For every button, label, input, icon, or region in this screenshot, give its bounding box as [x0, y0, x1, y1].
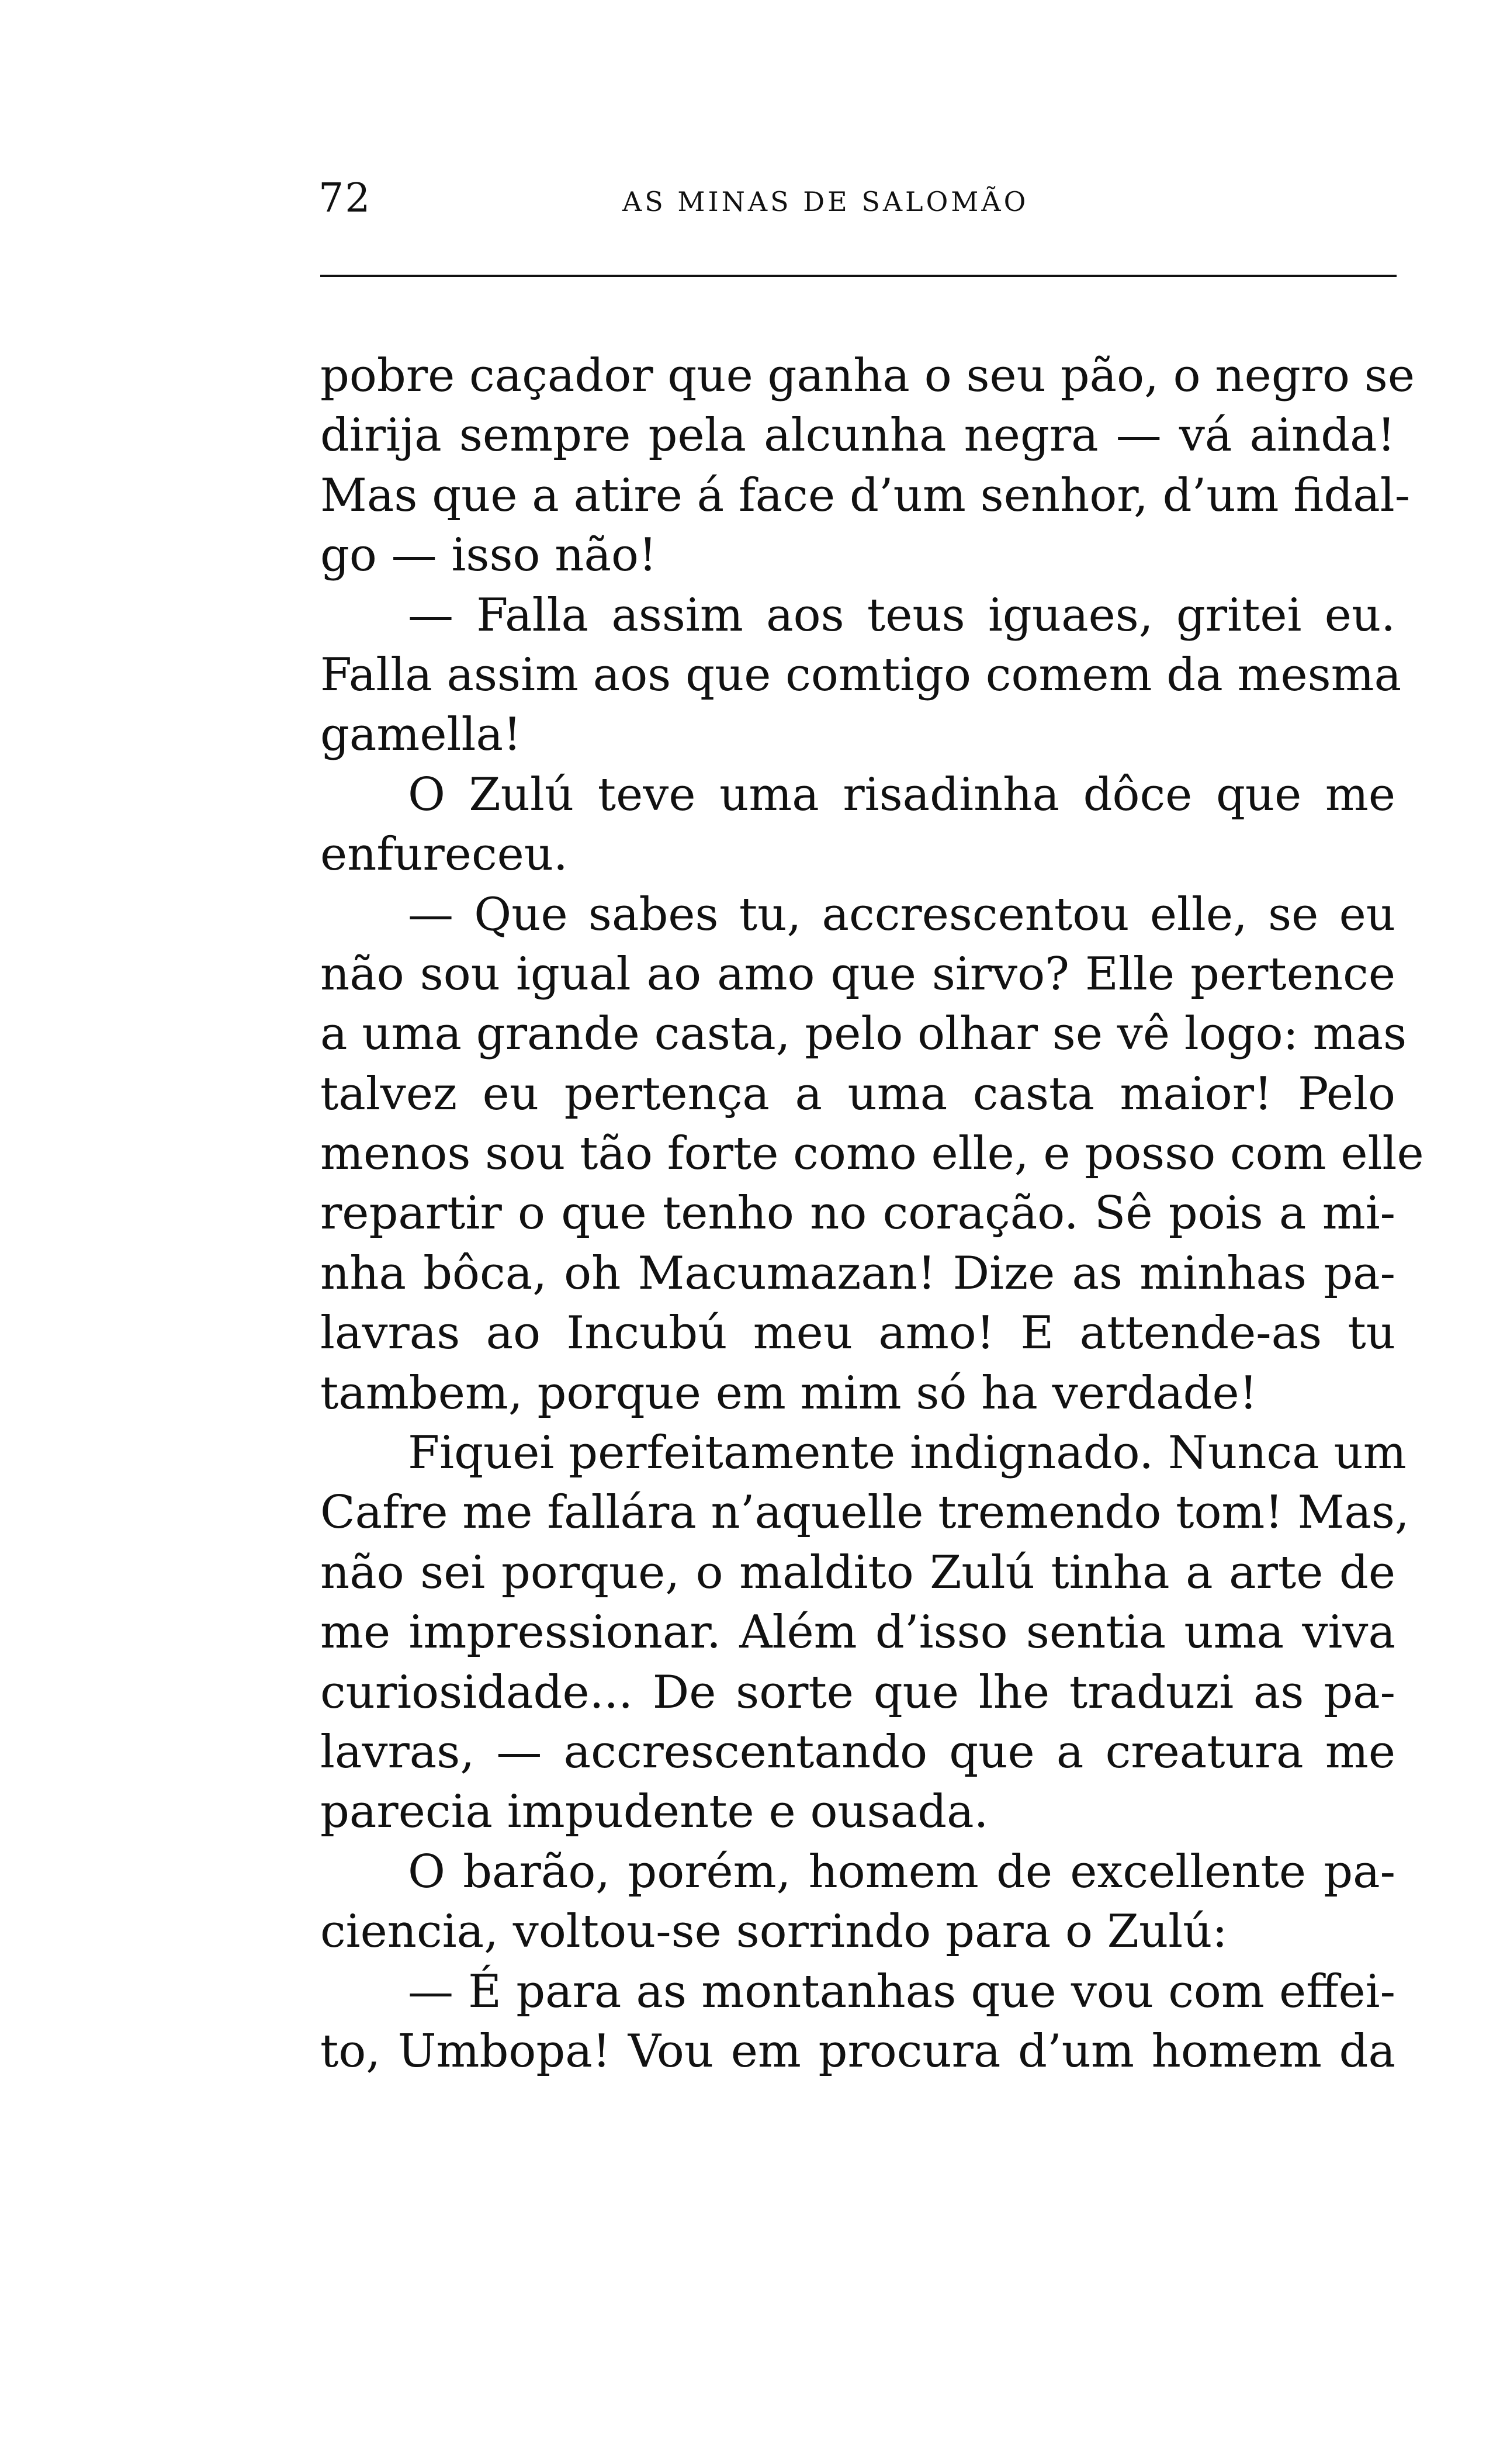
text-line: pobre caçador que ganha o seu pão, o negro se [320, 349, 1415, 402]
text-line: lavras ao Incubú meu amo! E attende-as tu [320, 1307, 1395, 1360]
text-line: menos sou tão forte como elle, e posso com elle [320, 1127, 1424, 1181]
text-line: me impressionar. Além d’isso sentia uma viva [320, 1606, 1395, 1659]
text-line: to, Umbopa! Vou em procura d’um homem da [320, 2025, 1395, 2078]
text-line: parecia impudente e ousada. [320, 1785, 989, 1839]
text-line: Fiquei perfeitamente indignado. Nunca um [408, 1427, 1407, 1480]
text-line: não sei porque, o maldito Zulú tinha a arte de [320, 1546, 1395, 1599]
text-line: — Que sabes tu, accrescentou elle, se eu [408, 888, 1395, 941]
text-line: enfureceu. [320, 828, 568, 881]
text-line: Mas que a atire á face d’um senhor, d’um fidal- [320, 469, 1411, 522]
page-number: 72 [318, 175, 372, 222]
text-line: repartir o que tenho no coração. Sê pois a mi- [320, 1187, 1395, 1240]
text-line: — É para as montanhas que vou com effei- [408, 1965, 1395, 2018]
text-line: lavras, — accrescentando que a creatura me [320, 1725, 1395, 1778]
text-line: curiosidade... De sorte que lhe traduzi as pa- [320, 1666, 1395, 1719]
page-header [318, 175, 1400, 222]
text-line: Falla assim aos que comtigo comem da mesma [320, 648, 1402, 701]
text-line: tambem, porque em mim só ha verdade! [320, 1366, 1258, 1420]
text-line: a uma grande casta, pelo olhar se vê logo: mas [320, 1008, 1407, 1061]
text-line: go — isso não! [320, 529, 657, 582]
text-line: talvez eu pertença a uma casta maior! Pelo [320, 1067, 1395, 1120]
text-line: ciencia, voltou-se sorrindo para o Zulú: [320, 1905, 1228, 1958]
text-line: dirija sempre pela alcunha negra — vá ainda! [320, 409, 1395, 462]
header-rule [320, 275, 1397, 277]
running-title: AS MINAS DE SALOMÃO [622, 186, 1029, 217]
text-line: Cafre me fallára n’aquelle tremendo tom! Mas, [320, 1486, 1409, 1539]
text-line: nha bôca, oh Macumazan! Dize as minhas pa- [320, 1247, 1395, 1300]
text-line: O barão, porém, homem de excellente pa- [408, 1845, 1395, 1898]
text-line: não sou igual ao amo que sirvo? Elle pertence [320, 947, 1395, 1001]
text-line: — Falla assim aos teus iguaes, gritei eu. [408, 589, 1395, 642]
text-line: O Zulú teve uma risadinha dôce que me [408, 768, 1395, 821]
text-line: gamella! [320, 708, 522, 762]
body-text [320, 346, 1424, 2081]
